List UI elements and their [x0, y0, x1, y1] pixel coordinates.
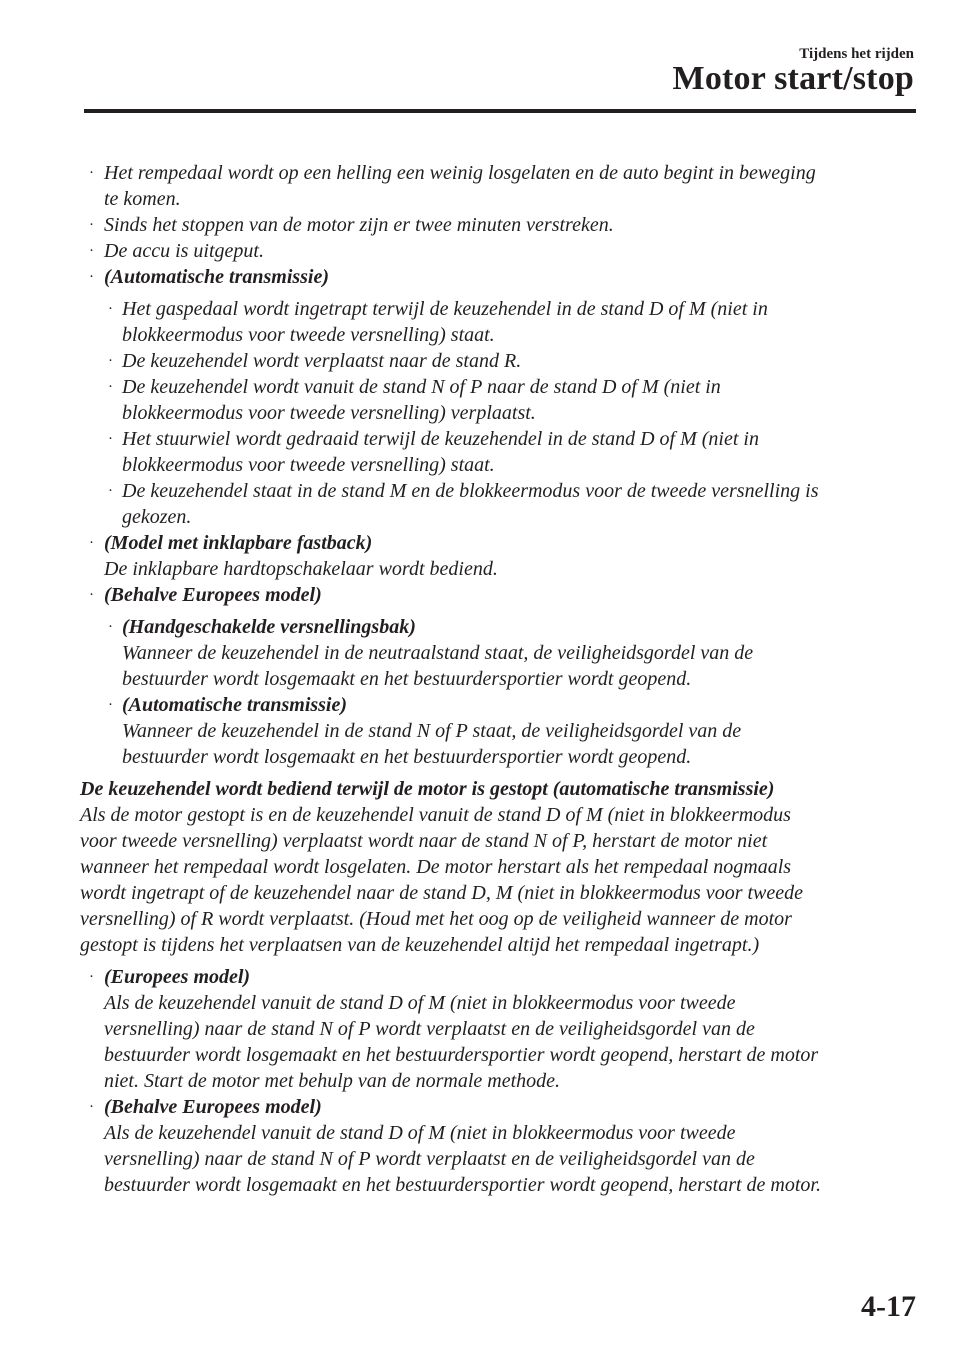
list-item: [0, 348, 960, 374]
condition-list-continued: [0, 530, 960, 608]
bullet-icon: ·: [89, 1099, 94, 1115]
model-restart-list: [0, 964, 960, 1198]
list-item-line: blokkeermodus voor tweede versnelling) staat.: [122, 324, 495, 346]
section-heading: De keuzehendel wordt bediend terwijl de motor is gestopt (automatische transmissie): [80, 778, 775, 800]
bullet-icon: ·: [89, 217, 94, 233]
list-item-line: bestuurder wordt losgemaakt en het bestuurdersportier wordt geopend, herstart de motor: [104, 1044, 819, 1066]
list-item-line: (Automatische transmissie): [122, 694, 348, 716]
list-item-line: De keuzehendel wordt vanuit de stand N of P naar de stand D of M (niet in: [122, 376, 721, 398]
list-item-line: (Model met inklapbare fastback): [104, 532, 373, 554]
list-item: [0, 296, 960, 348]
transmission-sub-list: [0, 296, 960, 530]
bullet-icon: ·: [89, 243, 94, 259]
list-item-line: Het gaspedaal wordt ingetrapt terwijl de keuzehendel in de stand D of M (niet in: [122, 298, 768, 320]
list-item-line: bestuurder wordt losgemaakt en het bestuurdersportier wordt geopend.: [122, 668, 692, 690]
list-item-line: blokkeermodus voor tweede versnelling) verplaatst.: [122, 402, 536, 424]
list-item: [0, 478, 960, 530]
list-item-line: Als de keuzehendel vanuit de stand D of M (niet in blokkeermodus voor tweede: [104, 992, 736, 1014]
list-item-line: Het stuurwiel wordt gedraaid terwijl de keuzehendel in de stand D of M (niet in: [122, 428, 759, 450]
page-number: 4-17: [861, 1290, 916, 1323]
list-item: [0, 160, 960, 212]
bullet-icon: ·: [108, 379, 113, 395]
bullet-icon: ·: [89, 969, 94, 985]
list-item-line: Wanneer de keuzehendel in de stand N of P staat, de veiligheidsgordel van de: [122, 720, 742, 742]
list-item-line: te komen.: [104, 188, 181, 210]
list-item-line: bestuurder wordt losgemaakt en het bestuurdersportier wordt geopend.: [122, 746, 692, 768]
list-item-line: (Handgeschakelde versnellingsbak): [122, 616, 416, 638]
list-item: [0, 264, 960, 290]
list-item-line: versnelling) naar de stand N of P wordt verplaatst en de veiligheidsgordel van de: [104, 1018, 755, 1040]
bullet-icon: ·: [89, 269, 94, 285]
list-item: [0, 238, 960, 264]
list-item: [0, 582, 960, 608]
list-item: [0, 212, 960, 238]
list-item-line: Het rempedaal wordt op een helling een weinig losgelaten en de auto begint in beweging: [104, 162, 816, 184]
list-item-line: Wanneer de keuzehendel in de neutraalstand staat, de veiligheidsgordel van de: [122, 642, 754, 664]
section-line: voor tweede versnelling) verplaatst wordt naar de stand N of P, herstart de motor niet: [80, 830, 768, 852]
list-item-line: (Behalve Europees model): [104, 1096, 322, 1118]
bullet-icon: ·: [89, 535, 94, 551]
bullet-icon: ·: [89, 165, 94, 181]
list-item-line: niet. Start de motor met behulp van de normale methode.: [104, 1070, 561, 1092]
bullet-icon: ·: [108, 431, 113, 447]
non-european-sub-list: [0, 614, 960, 770]
section-line: wanneer het rempedaal wordt losgelaten. De motor herstart als het rempedaal nogmaals: [80, 856, 792, 878]
list-item-line: Als de keuzehendel vanuit de stand D of M (niet in blokkeermodus voor tweede: [104, 1122, 736, 1144]
bullet-icon: ·: [108, 619, 113, 635]
list-item-line: (Behalve Europees model): [104, 584, 322, 606]
section-line: gestopt is tijdens het verplaatsen van de keuzehendel altijd het rempedaal ingetrapt.): [80, 934, 760, 956]
section-line: versnelling) of R wordt verplaatst. (Houd met het oog op de veiligheid wanneer de motor: [80, 908, 792, 930]
list-item-line: bestuurder wordt losgemaakt en het bestuurdersportier wordt geopend, herstart de motor.: [104, 1174, 821, 1196]
list-item-line: versnelling) naar de stand N of P wordt verplaatst en de veiligheidsgordel van de: [104, 1148, 755, 1170]
bullet-icon: ·: [108, 301, 113, 317]
list-item-line: De inklapbare hardtopschakelaar wordt bediend.: [104, 558, 498, 580]
section-label: Tijdens het rijden: [799, 46, 914, 62]
list-item: [0, 614, 960, 692]
list-item-line: gekozen.: [122, 506, 192, 528]
list-item: [0, 374, 960, 426]
page-body: [0, 160, 960, 1198]
bullet-icon: ·: [108, 483, 113, 499]
list-item-line: De accu is uitgeput.: [104, 240, 264, 262]
shift-lever-section: [0, 776, 960, 958]
list-item-line: Sinds het stoppen van de motor zijn er twee minuten verstreken.: [104, 214, 614, 236]
page-title: Motor start/stop: [672, 60, 914, 97]
list-item-line: (Europees model): [104, 966, 251, 988]
list-item-line: De keuzehendel wordt verplaatst naar de stand R.: [122, 350, 522, 372]
list-item: [0, 426, 960, 478]
list-item: [0, 530, 960, 582]
list-item-line: De keuzehendel staat in de stand M en de blokkeermodus voor de tweede versnelling is: [122, 480, 819, 502]
list-item-line: (Automatische transmissie): [104, 266, 330, 288]
section-text: [80, 802, 920, 958]
bullet-icon: ·: [89, 587, 94, 603]
condition-list: [0, 160, 960, 290]
header-divider: [84, 109, 916, 113]
bullet-icon: ·: [108, 697, 113, 713]
list-item: [0, 692, 960, 770]
bullet-icon: ·: [108, 353, 113, 369]
section-line: wordt ingetrapt of de keuzehendel naar de stand D, M (niet in blokkeermodus voor tweede: [80, 882, 803, 904]
list-item: [0, 1094, 960, 1198]
list-item-line: blokkeermodus voor tweede versnelling) staat.: [122, 454, 495, 476]
list-item: [0, 964, 960, 1094]
section-line: Als de motor gestopt is en de keuzehendel vanuit de stand D of M (niet in blokkeermodus: [80, 804, 791, 826]
